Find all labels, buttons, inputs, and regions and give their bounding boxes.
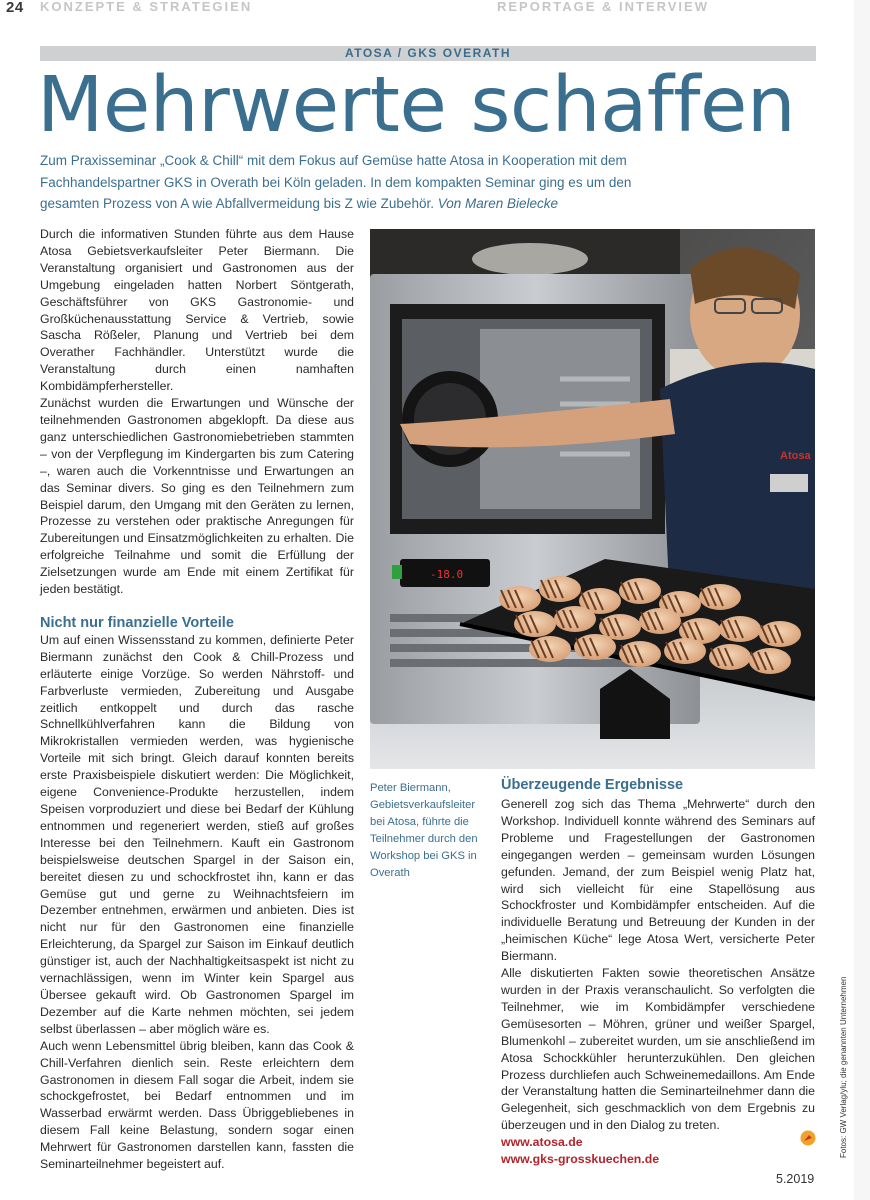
article-photo	[370, 229, 815, 769]
shirt-logo: Atosa	[780, 450, 811, 462]
lead-paragraph	[40, 150, 680, 215]
section-label-left: KONZEPTE & STRATEGIEN	[40, 0, 253, 14]
page-number: 24	[6, 0, 24, 16]
headline: Mehrwerte schaffen	[37, 61, 796, 150]
paragraph: Alle diskutierten Fakten sowie theoretischen Ansätze wurden in der Praxis veranschaulicht. So verfolgten die Teilnehmer, wie im Kombidämpfer verschiedene Gemüsesorten – Möhren, grüner und weißer Spargel, Blumenkohl – zubereitet wurden, um sie anschließend im Atosa Schockkühler herunterzukühlen. Den gleichen Prozess durchliefen auch Schweinemedaillons. Am Ende der Veranstaltung hatten die Seminarteilnehmer dann die Gelegenheit, sich geschmacklich von dem Ergebnis zu überzeugen und in den Dialog zu treten.	[501, 966, 815, 1133]
right-column	[501, 776, 815, 1168]
paragraph: Durch die informativen Stunden führte aus dem Hause Atosa Gebietsverkaufsleiter Peter Biermann. Die Veranstaltung organisiert und Gastronomen aus der Umgebung eingeladen hatten Norbert Söntgerath, Geschäftsführer von GKS Gastronomie- und Großküchenausstattung Service & Vertrieb, sowie Sascha Rößeler, Planung und Vertrieb bei dem Overather Fachhändler. Unterstützt wurde die Veranstaltung durch einen namhaften Kombidämpferhersteller.	[40, 227, 354, 394]
section-label-right: REPORTAGE & INTERVIEW	[497, 0, 709, 14]
left-column	[40, 226, 354, 1173]
photo-caption: Peter Biermann, Gebietsverkaufsleiter bei Atosa, führte die Teilnehmer durch den Workshop bei GKS in Overath	[370, 782, 478, 879]
paragraph: Um auf einen Wissensstand zu kommen, definierte Peter Biermann zunächst den Cook & Chill-Prozess und erläuterte einige Vorzüge. So werden Nährstoff- und Farbverluste vermieden, Zubereitung und Ausgabe zeitlich entkoppelt und durch das rasche Schnellkühlverfahren kann die Bildung von Mikrokristallen vermieden werden, was hygienische Vorteile mit sich bringt. Gleich darauf konnten bereits erste Praxisbeispiele diskutiert werden: Die Möglichkeit, eigene Convenience-Produkte herzustellen, indem Speisen vorproduziert und diese bei Bedarf der Kühlung entnommen und regeneriert werden, stieß auf großes Interesse bei den Teilnehmern. Kauft ein Gastronom beispielsweise deutschen Spargel in der Saison ein, bereitet diesen zu und schockfrostet ihn, kann er das Gemüse gut und gerne zu Weihnachtsfeiern im Dezember entnehmen, erwärmen und anbieten. Dies ist nicht nur für den Gastronomen eine finanzielle Erleichterung, da Spargel zur Saison im Einkauf deutlich günstiger ist, auch der Nachhaltigkeitsaspekt ist nicht zu vernachlässigen, wenn im Winter kein Spargel aus Übersee gekauft wird. Ob Gastronomen Spargel im Dezember auf die Karte nehmen möchten, sei jedem selbst überlassen – aber möglich wäre es.	[40, 632, 354, 1036]
photo-illustration	[370, 229, 815, 769]
article-end-icon	[800, 1130, 816, 1146]
paragraph: Auch wenn Lebensmittel übrig bleiben, kann das Cook & Chill-Verfahren dienlich sein. Reste erleichtern dem Gastronomen in diesem Fall sogar die Arbeit, indem sie schockgefrostet, bei Bedarf entnommen und im Wasserbad erwärmt werden. Dass Übriggebliebenes in diesem Fall keine Belastung, sondern sogar einen Mehrwert für Gastronomen darstellen kann, fassten die Seminarteilnehmer begeistert auf.	[40, 1038, 354, 1172]
byline: Von Maren Bielecke	[437, 196, 559, 211]
link-gks[interactable]: www.gks-grosskuechen.de	[501, 1152, 660, 1167]
paragraph: Generell zog sich das Thema „Mehrwerte“ durch den Workshop. Individuell konnte während des Seminars auf Probleme und Fragestellungen der Gastronomen eingegangen werden – gemeinsam wurden Lösungen gefunden. Jemand, der zum Beispiel wenig Platz hat, wird sich vielleicht für eine Stapellösung aus Schockfroster und Kombidämpfer entscheiden. Auf die individuelle Beratung und Betreuung der Kunden in der „heimischen Küche“ lege Atosa Wert, versicherte Peter Biermann.	[501, 797, 815, 964]
link-atosa[interactable]: www.atosa.de	[501, 1135, 583, 1150]
subheading: Überzeugende Ergebnisse	[501, 777, 684, 793]
issue-number: 5.2019	[776, 1172, 815, 1186]
page-edge	[854, 0, 870, 1200]
kicker-bar: ATOSA / GKS OVERATH	[40, 46, 816, 61]
display-reading: -18.0	[430, 568, 464, 581]
photo-credit: Fotos: GW Verlag/ylu; die genannten Unternehmen	[839, 976, 848, 1158]
lead-text: Zum Praxisseminar „Cook & Chill“ mit dem Fokus auf Gemüse hatte Atosa in Kooperation mit dem Fachhandelspartner GKS in Overath bei Köln geladen. In dem kompakten Seminar ging es um den gesamten Prozess von A wie Abfallvermeidung bis Z wie Zubehör.	[40, 153, 632, 211]
subheading: Nicht nur finanzielle Vorteile	[40, 614, 234, 631]
running-header	[0, 0, 870, 16]
paragraph: Zunächst wurden die Erwartungen und Wünsche der teilnehmenden Gastronomen abgeklopft. Da diese aus ganz unterschiedlichen Gastronomiebetrieben stammten – von der Verpflegung im Kindergarten bis zum Catering –, waren auch die Vorkenntnisse und Erwartungen an das Seminar divers. So ging es den Teilnehmern zum Beispiel darum, den Umgang mit den Geräten zu lernen, Prozesse zu verstehen oder praktische Anregungen für Zubereitungen und Einsatzmöglichkeiten zu erhalten. Die erfolgreiche Teilnahme und somit die Erfüllung der Zielsetzungen wurde am Ende mit einem Zertifikat für jeden bestätigt.	[40, 396, 354, 597]
